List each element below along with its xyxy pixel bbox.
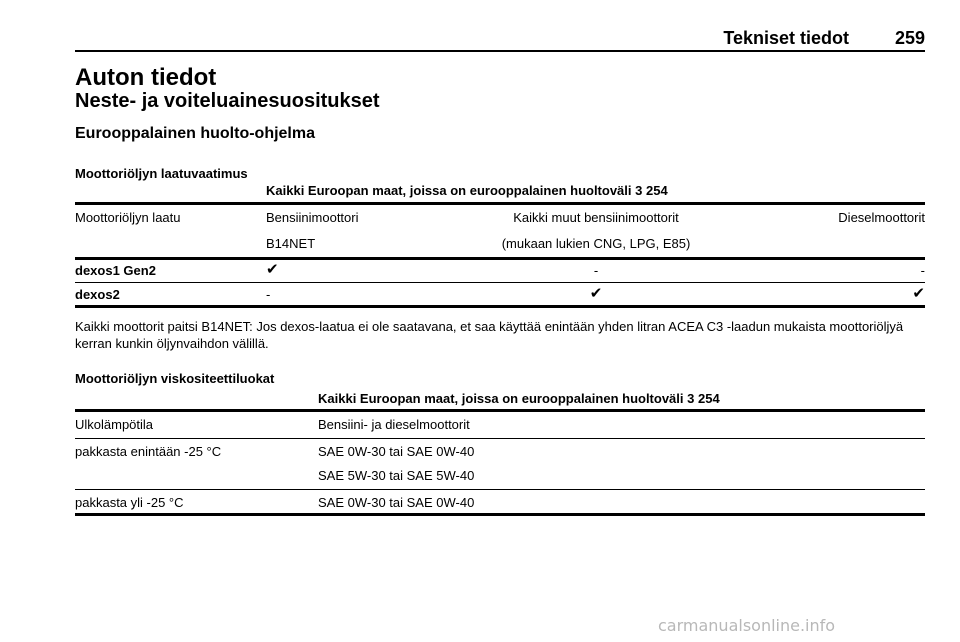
table-rule-header	[75, 438, 925, 439]
table-rule-top	[75, 202, 925, 205]
table-cell: -	[920, 263, 925, 278]
check-icon: ✔	[266, 261, 279, 278]
note-paragraph: Kaikki moottorit paitsi B14NET: Jos dexos-laatua ei ole saatavana, et saa käyttää enintään yhden litran ACEA C3 -laadun mukaista moottoriöljyä kerran kunkin öljynvaihdon välillä.	[75, 319, 904, 351]
table-rule-header	[75, 257, 925, 260]
caption-text: Kaikki Euroopan maat, joissa on eurooppalainen huoltoväli	[266, 183, 632, 198]
check-icon: ✔	[589, 285, 603, 302]
column-header-other-petrol-line2: (mukaan lukien CNG, LPG, E85)	[501, 236, 691, 251]
column-header-outside-temp: Ulkolämpötila	[75, 417, 154, 432]
table-cell: -	[593, 263, 599, 278]
row-label-dexos1-gen2: dexos1 Gen2	[75, 263, 156, 278]
row-label-dexos2: dexos2	[75, 287, 120, 302]
column-header-oil-quality: Moottoriöljyn laatu	[75, 210, 181, 225]
page-reference-icon: 3	[687, 391, 695, 406]
watermark: carmanualsonline.info	[658, 616, 836, 635]
column-header-petrol-diesel: Bensiini- ja dieselmoottorit	[318, 417, 470, 432]
table-rule-row	[75, 489, 925, 490]
row-label-temp: pakkasta yli -25 °C	[75, 495, 184, 510]
table-cell: -	[266, 287, 271, 302]
column-header-other-petrol: Kaikki muut bensiinimoottorit	[513, 210, 679, 225]
chapter-title: Auton tiedot	[75, 64, 217, 91]
caption-page-ref[interactable]: 254	[698, 391, 720, 406]
table-rule-bottom	[75, 513, 925, 516]
section-heading: Neste- ja voiteluainesuositukset	[75, 90, 380, 112]
section-title: Tekniset tiedot	[723, 28, 849, 48]
caption-text: Kaikki Euroopan maat, joissa on eurooppalainen huoltoväli	[318, 391, 684, 406]
table-rule-bottom	[75, 305, 925, 308]
viscosity-grade: SAE 5W-30 tai SAE 5W-40	[318, 468, 475, 483]
oil-quality-heading: Moottoriöljyn laatuvaatimus	[75, 166, 248, 181]
viscosity-grade: SAE 0W-30 tai SAE 0W-40	[318, 444, 475, 459]
viscosity-heading: Moottoriöljyn viskositeettiluokat	[75, 371, 275, 386]
page-reference-icon: 3	[635, 183, 643, 198]
manual-page	[75, 0, 925, 642]
caption-page-ref[interactable]: 254	[646, 183, 668, 198]
check-icon: ✔	[912, 285, 925, 302]
oil-quality-table-caption	[266, 183, 668, 199]
page-number: 259	[894, 28, 925, 48]
subsection-heading: Eurooppalainen huolto-ohjelma	[75, 125, 315, 142]
table-rule-top	[75, 409, 925, 412]
column-header-petrol-b14net: Bensiinimoottori	[266, 210, 359, 225]
column-header-diesel: Dieselmoottorit	[838, 210, 925, 225]
table-rule-row	[75, 282, 925, 283]
row-label-temp: pakkasta enintään -25 °C	[75, 444, 222, 459]
running-header	[75, 24, 925, 52]
column-header-petrol-b14net-line2: B14NET	[266, 236, 316, 251]
viscosity-grade: SAE 0W-30 tai SAE 0W-40	[318, 495, 475, 510]
viscosity-table-caption	[318, 391, 720, 407]
